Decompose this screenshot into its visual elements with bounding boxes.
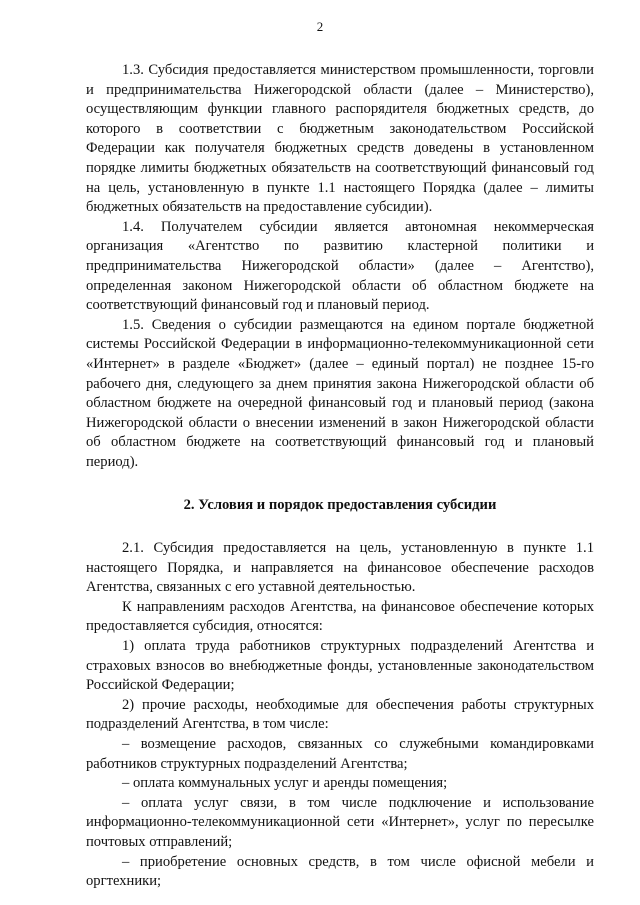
paragraph-1-3: 1.3. Субсидия предоставляется министерством промышленности, торговли и предпринимательства Нижегородской области (далее – Министерство), осуществляющим функции главного распорядителя бюджетных средств, до которого в соответствии с бюджетным законодательством Российской Федерации как получателя бюджетных средств доведены в установленном порядке лимиты бюджетных обязательств на соответствующий финансовый год на цель, установленную в пункте 1.1 настоящего Порядка (далее – лимиты бюджетных обязательств на предоставление субсидии). [86,62,594,216]
sub-item-communications: – оплата услуг связи, в том числе подключение и использование информационно-телекоммуникационной сети «Интернет», услуг по пересылке почтовых отправлений; [86,794,594,850]
paragraph-1-5: 1.5. Сведения о субсидии размещаются на едином портале бюджетной системы Российской Федерации в информационно-телекоммуникационной сети «Интернет» в разделе «Бюджет» (далее – единый портал) не позднее 15-го рабочего дня, следующего за днем принятия закона Нижегородской области об областном бюджете на очередной финансовый год и плановый период (закона Нижегородской области о внесении изменений в закон Нижегородской области об областном бюджете на соответствующий финансовый год и плановый период). [86,316,594,470]
page-number: 2 [316,19,324,34]
list-item-2: 2) прочие расходы, необходимые для обеспечения работы структурных подразделений Агентства, в том числе: [86,696,594,733]
sub-item-fixed-assets: – приобретение основных средств, в том числе офисной мебели и оргтехники; [86,853,594,890]
sub-item-travel: – возмещение расходов, связанных со служебными командировками работников структурных подразделений Агентства; [86,736,594,772]
paragraph-1-4: 1.4. Получателем субсидии является автономная некоммерческая организация «Агентство по развитию кластерной политики и предпринимательства Нижегородской области» (далее – Агентство), определенная законом Нижегородской области об областном бюджете на соответствующий финансовый год и плановый период. [86,218,594,314]
document-body [86,61,594,892]
paragraph-2-1: 2.1. Субсидия предоставляется на цель, установленную в пункте 1.1 настоящего Порядка, и направляется на финансовое обеспечение расходов Агентства, связанных с его уставной деятельностью. [86,540,594,596]
sub-item-utilities: – оплата коммунальных услуг и аренды помещения; [122,775,448,792]
section-heading: 2. Условия и порядок предоставления субсидии [183,497,497,514]
list-item-1: 1) оплата труда работников структурных подразделений Агентства и страховых взносов во внебюджетные фонды, установленные законодательством Российской Федерации; [86,638,594,694]
paragraph-expense-directions: К направлениям расходов Агентства, на финансовое обеспечение которых предоставляется субсидия, относятся: [86,598,594,635]
